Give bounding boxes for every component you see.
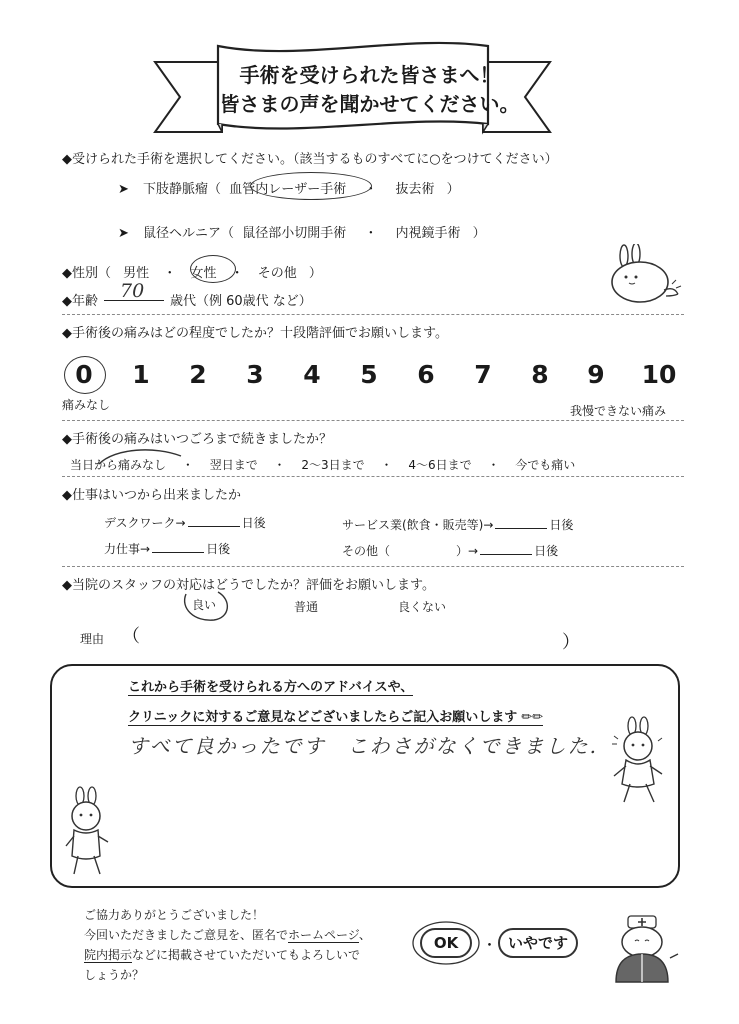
- staff-question: ◆当院のスタッフの対応はどうでしたか？評価をお願いします。: [62, 578, 435, 593]
- rabbit-stretching-icon: [606, 244, 688, 306]
- pain-scale-10[interactable]: 10: [641, 360, 677, 389]
- work-question: ◆仕事はいつから出来ましたか: [62, 488, 241, 503]
- surgery-row-varicose: ➤ 下肢静脈瘤（ 血管内レーザー手術 ・ 抜去術 ）: [118, 182, 460, 197]
- advice-prompt-line2: クリニックに対するご意見などございましたらご記入お願いします ✏✏: [128, 706, 543, 726]
- arrow-icon: ➤: [118, 226, 129, 241]
- age-value: 70: [104, 280, 164, 301]
- duration-question: ◆手術後の痛みはいつごろまで続きましたか？: [62, 432, 332, 447]
- selection-circle-laser: [250, 172, 372, 200]
- rabbit-shocked-icon: [604, 716, 670, 808]
- selection-circle-ok: [410, 918, 482, 968]
- consent-line4: しょうか？: [84, 968, 145, 982]
- gender-row: ◆性別（ 男性 ・ 女性 ・ その他 ）: [62, 266, 322, 281]
- selection-circle-good: [178, 586, 234, 626]
- pain-scale-1[interactable]: 1: [132, 360, 150, 389]
- consent-no-button[interactable]: いやです: [498, 928, 578, 958]
- reason-label: 理由: [80, 632, 105, 646]
- work-service-row: サービス業(飲食・販売等)→ 日後: [342, 518, 574, 532]
- selection-circle-female: [190, 255, 236, 283]
- desk-days-field[interactable]: [188, 515, 240, 527]
- reason-open-paren: （: [122, 626, 140, 647]
- pain-scale-2[interactable]: 2: [189, 360, 207, 389]
- option-still-painful[interactable]: 今でも痛い: [515, 458, 576, 472]
- option-small-incision[interactable]: 鼠径部小切開手術: [242, 226, 347, 241]
- consent-separator: ・: [482, 936, 498, 954]
- physical-days-field[interactable]: [152, 541, 204, 553]
- arrow-icon: ➤: [118, 182, 129, 197]
- advice-comment-box[interactable]: [50, 664, 680, 888]
- option-no-pain-same-day[interactable]: 当日から痛みなし: [70, 458, 167, 472]
- pain-scale-5[interactable]: 5: [360, 360, 378, 389]
- consent-line3: 院内掲示などに掲載させていただいてもよろしいで: [84, 948, 361, 962]
- option-two-three-days[interactable]: 2～3日まで: [301, 458, 365, 472]
- surgery-question: ◆受けられた手術を選択してください。（該当するものすべてに○をつけてください）: [62, 152, 558, 167]
- in-clinic-posting-text: 院内掲示: [84, 948, 133, 962]
- pain-scale-9[interactable]: 9: [587, 360, 605, 389]
- advice-handwritten-answer: すべて良かったです こわさがなくできました.: [128, 734, 598, 758]
- reason-field[interactable]: [142, 624, 560, 646]
- option-four-six-days[interactable]: 4～6日まで: [408, 458, 472, 472]
- option-laser-surgery[interactable]: 血管内レーザー手術: [229, 182, 347, 197]
- pain-high-label: 我慢できない痛み: [570, 404, 667, 418]
- banner-title-line1: 手術を受けられた皆さまへ！: [239, 63, 500, 87]
- age-label: ◆年齢: [62, 294, 98, 309]
- pencil-icon: ✏✏: [521, 710, 544, 725]
- divider: [62, 566, 684, 567]
- banner-title-line2: 皆さまの声を聞かせてください。: [219, 92, 520, 116]
- reason-close-paren: ）: [562, 632, 580, 653]
- option-average[interactable]: 普通: [294, 600, 319, 614]
- duration-options: 当日から痛みなし ・ 翌日まで ・ 2～3日まで ・ 4～6日まで ・ 今でも痛い: [70, 458, 576, 472]
- option-not-good[interactable]: 良くない: [398, 600, 447, 614]
- divider: [62, 476, 684, 477]
- work-other-row: その他（ ）→ 日後: [342, 544, 559, 558]
- selection-loop-same-day: [95, 446, 185, 470]
- selection-circle-pain: [64, 356, 106, 394]
- surgery-row-hernia: ➤ 鼠径ヘルニア（ 鼠径部小切開手術 ・ 内視鏡手術 ）: [118, 226, 486, 241]
- divider: [62, 314, 684, 315]
- option-endoscopic[interactable]: 内視鏡手術: [395, 226, 461, 241]
- age-suffix: 歳代（例 60歳代 など）: [170, 294, 312, 309]
- option-until-next-day[interactable]: 翌日まで: [209, 458, 258, 472]
- consent-line2: 今回いただきましたご意見を、匿名でホームページ、: [84, 928, 371, 942]
- other-days-field[interactable]: [480, 543, 532, 555]
- option-good[interactable]: 良い: [192, 598, 217, 612]
- homepage-text: ホームページ: [288, 928, 359, 942]
- thanks-text: ご協力ありがとうございました！: [84, 908, 265, 922]
- option-other[interactable]: その他: [257, 266, 297, 281]
- work-physical-row: 力仕事→ 日後: [104, 542, 231, 556]
- advice-prompt-line1: これから手術を受けられる方へのアドバイスや、: [128, 676, 413, 696]
- rabbit-walking-icon: [62, 786, 118, 878]
- option-female[interactable]: 女性: [190, 266, 217, 281]
- divider: [62, 420, 684, 421]
- pain-question: ◆手術後の痛みはどの程度でしたか？十段階評価でお願いします。: [62, 326, 448, 341]
- pain-low-label: 痛みなし: [62, 398, 111, 412]
- pain-scale-7[interactable]: 7: [474, 360, 492, 389]
- work-desk-row: デスクワーク→ 日後: [104, 516, 266, 530]
- rabbit-nurse-icon: [606, 914, 684, 990]
- pain-scale-4[interactable]: 4: [303, 360, 321, 389]
- pain-scale-0[interactable]: 0: [75, 360, 93, 389]
- consent-ok-button[interactable]: OK: [420, 928, 472, 958]
- option-male[interactable]: 男性: [123, 266, 150, 281]
- option-stripping[interactable]: 抜去術: [395, 182, 435, 197]
- pain-scale-8[interactable]: 8: [531, 360, 549, 389]
- service-days-field[interactable]: [495, 517, 547, 529]
- pain-scale-6[interactable]: 6: [417, 360, 435, 389]
- pain-scale-3[interactable]: 3: [246, 360, 264, 389]
